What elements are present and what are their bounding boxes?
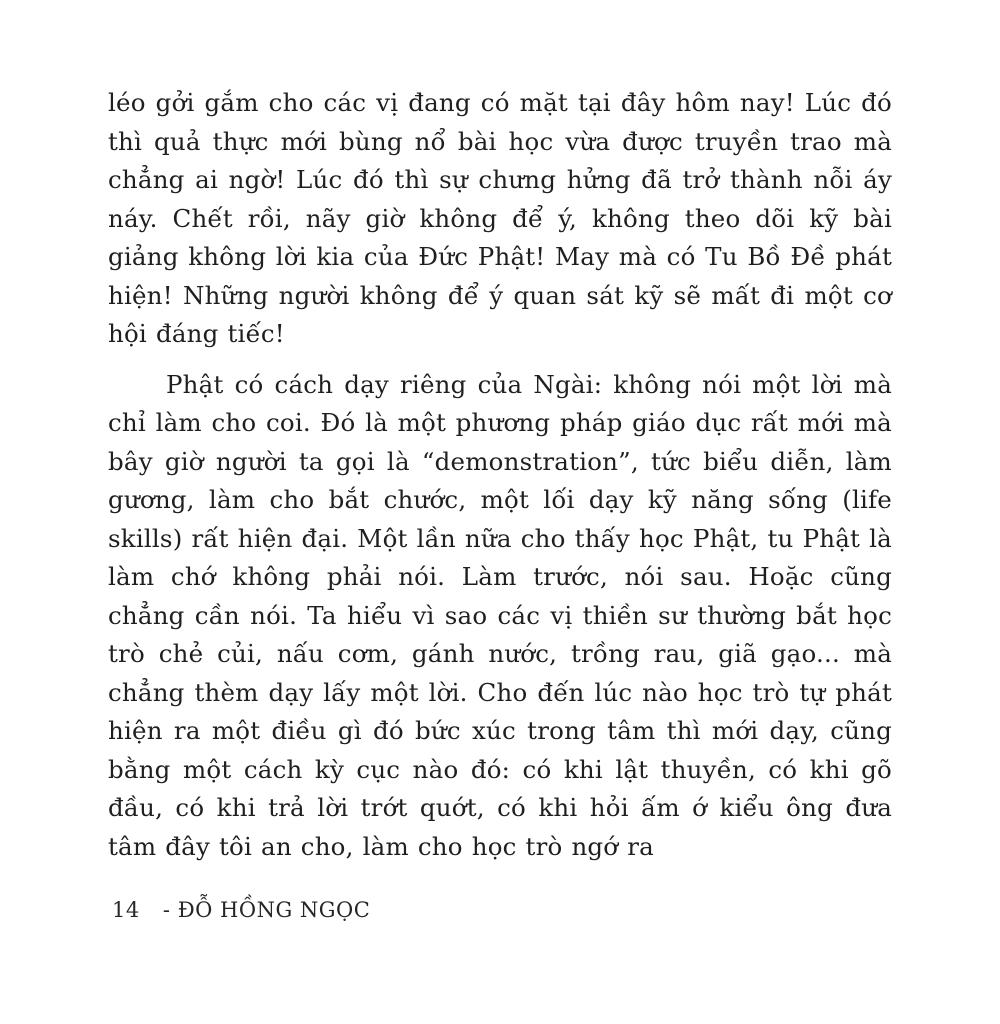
footer-author: - ĐỖ HỒNG NGỌC <box>162 898 371 922</box>
page-number: 14 <box>112 898 140 922</box>
page-footer <box>112 898 370 922</box>
page-content <box>108 84 892 866</box>
paragraph-continuation: léo gởi gắm cho các vị đang có mặt tại đây hôm nay! Lúc đó thì quả thực mới bùng nổ bài học vừa được truyền trao mà chẳng ai ngờ! Lúc đó thì sự chưng hửng đã trở thành nỗi áy náy. Chết rồi, nãy giờ không để ý, không theo dõi kỹ bài giảng không lời kia của Đức Phật! May mà có Tu Bồ Đề phát hiện! Những người không để ý quan sát kỹ sẽ mất đi một cơ hội đáng tiếc! <box>108 88 892 348</box>
paragraph: Phật có cách dạy riêng của Ngài: không nói một lời mà chỉ làm cho coi. Đó là một phương pháp giáo dục rất mới mà bây giờ người ta gọi là “demonstration”, tức biểu diễn, làm gương, làm cho bắt chước, một lối dạy kỹ năng sống (life skills) rất hiện đại. Một lần nữa cho thấy học Phật, tu Phật là làm chớ không phải nói. Làm trước, nói sau. Hoặc cũng chẳng cần nói. Ta hiểu vì sao các vị thiền sư thường bắt học trò chẻ củi, nấu cơm, gánh nước, trồng rau, giã gạo... mà chẳng thèm dạy lấy một lời. Cho đến lúc nào học trò tự phát hiện ra một điều gì đó bức xúc trong tâm thì mới dạy, cũng bằng một cách kỳ cục nào đó: có khi lật thuyền, có khi gõ đầu, có khi trả lời trớt quớt, có khi hỏi ấm ớ kiểu ông đưa tâm đây tôi an cho, làm cho học trò ngớ ra <box>108 369 892 861</box>
